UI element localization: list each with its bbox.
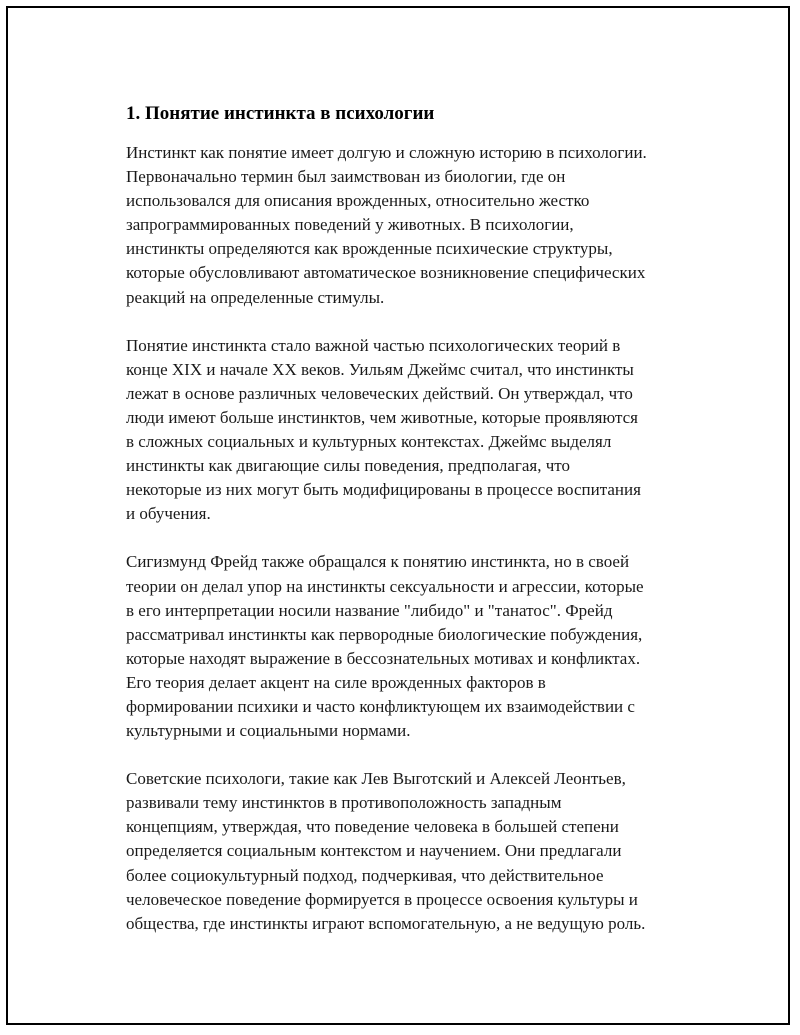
text-line: люди имеют больше инстинктов, чем животные, которые проявляются <box>126 407 638 427</box>
text-line: в сложных социальных и культурных контекстах. Джеймс выделял <box>126 432 612 452</box>
section-heading: 1. Понятие инстинкта в психологии <box>126 103 435 124</box>
text-line: реакций на определенные стимулы. <box>126 287 385 307</box>
paragraph <box>126 334 702 527</box>
page-frame <box>6 6 790 1025</box>
text-line: Инстинкт как понятие имеет долгую и сложную историю в психологии. <box>126 143 647 162</box>
text-line: рассматривал инстинкты как первородные биологические побуждения, <box>126 624 643 644</box>
text-line: которые находят выражение в бессознательных мотивах и конфликтах. <box>126 648 641 668</box>
text-line: использовался для описания врожденных, относительно жестко <box>126 191 590 211</box>
paragraph <box>126 550 702 743</box>
text-line: Сигизмунд Фрейд также обращался к понятию инстинкта, но в своей <box>126 552 630 572</box>
text-line: человеческое поведение формируется в процессе освоения культуры и <box>126 889 638 909</box>
text-line: теории он делал упор на инстинкты сексуальности и агрессии, которые <box>126 576 644 596</box>
text-line: некоторые из них могут быть модифицированы в процессе воспитания <box>126 480 641 500</box>
paragraph <box>126 767 702 936</box>
paragraphs-container <box>126 141 702 936</box>
text-line: которые обусловливают автоматическое возникновение специфических <box>126 263 646 283</box>
text-line: инстинкты определяются как врожденные психические структуры, <box>126 239 613 259</box>
text-line: Советские психологи, такие как Лев Выготский и Алексей Леонтьев, <box>126 769 626 789</box>
text-line: общества, где инстинкты играют вспомогательную, а не ведущую роль. <box>126 913 646 933</box>
text-line: более социокультурный подход, подчеркивая, что действительное <box>126 865 604 885</box>
text-line: лежат в основе различных человеческих действий. Он утверждал, что <box>126 383 633 403</box>
text-line: Понятие инстинкта стало важной частью психологических теорий в <box>126 335 621 355</box>
text-line: запрограммированных поведений у животных. В психологии, <box>126 215 574 235</box>
document-body <box>126 101 702 960</box>
text-line: в его интерпретации носили название "либидо" и "танатос". Фрейд <box>126 600 613 620</box>
text-line: развивали тему инстинктов в противоположность западным <box>126 793 562 813</box>
text-line: формировании психики и часто конфликтующем их взаимодействии с <box>126 696 635 716</box>
text-line: и обучения. <box>126 504 211 524</box>
paragraph <box>126 141 702 310</box>
text-line: конце XIX и начале XX веков. Уильям Джеймс считал, что инстинкты <box>126 359 634 379</box>
text-line: концепциям, утверждая, что поведение человека в большей степени <box>126 817 619 837</box>
text-line: Первоначально термин был заимствован из биологии, где он <box>126 167 566 187</box>
text-line: культурными и социальными нормами. <box>126 721 411 741</box>
text-line: Его теория делает акцент на силе врожденных факторов в <box>126 672 546 692</box>
text-line: определяется социальным контекстом и научением. Они предлагали <box>126 841 622 861</box>
text-line: инстинкты как двигающие силы поведения, предполагая, что <box>126 456 570 476</box>
